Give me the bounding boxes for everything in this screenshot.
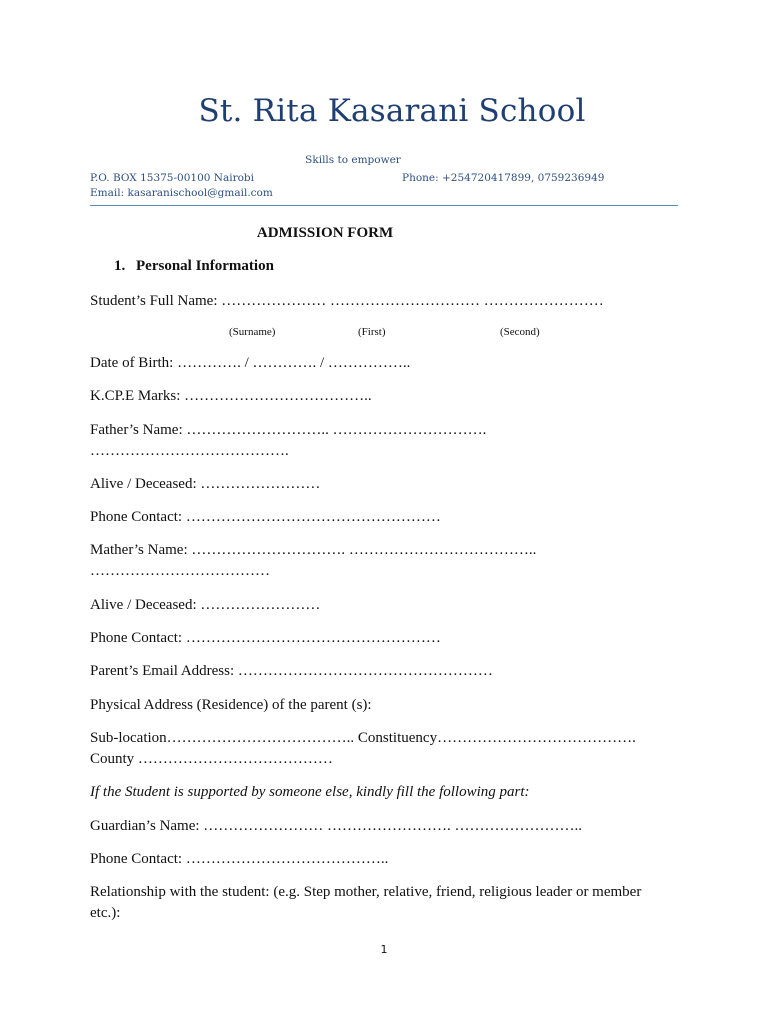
section-number: 1. <box>114 258 126 274</box>
mother-alive-field[interactable]: Alive / Deceased: …………………… <box>90 597 321 613</box>
guardian-note: If the Student is supported by someone else, kindly fill the following part: <box>90 784 530 800</box>
header-divider <box>90 205 678 206</box>
page-number: 1 <box>380 943 388 956</box>
section-heading <box>114 258 274 275</box>
relationship-field[interactable]: etc.): <box>90 905 121 921</box>
parent-email-field[interactable]: Parent’s Email Address: …………………………………………… <box>90 663 493 679</box>
father-phone-field[interactable]: Phone Contact: …………………………………………… <box>90 509 441 525</box>
first-name-hint: (First) <box>358 326 386 338</box>
mother-name-continuation[interactable]: ……………………………… <box>90 563 270 579</box>
location-field[interactable]: Sub-location……………………………….. Constituency…………………………………. <box>90 730 636 746</box>
guardian-phone-field[interactable]: Phone Contact: ………………………………….. <box>90 851 389 867</box>
father-name-continuation[interactable]: …………………………………. <box>90 443 289 459</box>
postal-address: P.O. BOX 15375-00100 Nairobi <box>90 172 255 184</box>
section-title: Personal Information <box>136 258 274 274</box>
county-field[interactable]: County ………………………………… <box>90 751 333 767</box>
guardian-name-field[interactable]: Guardian’s Name: …………………… ……………………. …………………….. <box>90 818 583 834</box>
mother-name-field[interactable]: Mather’s Name: …………………………. ……………………………….. <box>90 542 537 558</box>
school-name: St. Rita Kasarani School <box>198 93 586 129</box>
surname-hint: (Surname) <box>229 326 276 338</box>
physical-address-label: Physical Address (Residence) of the parent (s): <box>90 697 372 713</box>
student-name-field[interactable]: Student’s Full Name: ………………… ………………………… …………………… <box>90 293 604 309</box>
father-name-field[interactable]: Father’s Name: ……………………….. …………………………. <box>90 422 487 438</box>
father-alive-field[interactable]: Alive / Deceased: …………………… <box>90 476 321 492</box>
mother-phone-field[interactable]: Phone Contact: …………………………………………… <box>90 630 441 646</box>
email-address: Email: kasaranischool@gmail.com <box>90 187 273 199</box>
phone-numbers: Phone: +254720417899, 0759236949 <box>402 172 605 184</box>
relationship-label: Relationship with the student: (e.g. Step mother, relative, friend, religious leader or member <box>90 884 642 900</box>
date-of-birth-field[interactable]: Date of Birth: …………. / …………. / …………….. <box>90 355 411 371</box>
second-name-hint: (Second) <box>500 326 540 338</box>
kcpe-marks-field[interactable]: K.CP.E Marks: ……………………………….. <box>90 388 372 404</box>
school-tagline: Skills to empower <box>305 154 401 166</box>
form-title: ADMISSION FORM <box>256 225 394 241</box>
